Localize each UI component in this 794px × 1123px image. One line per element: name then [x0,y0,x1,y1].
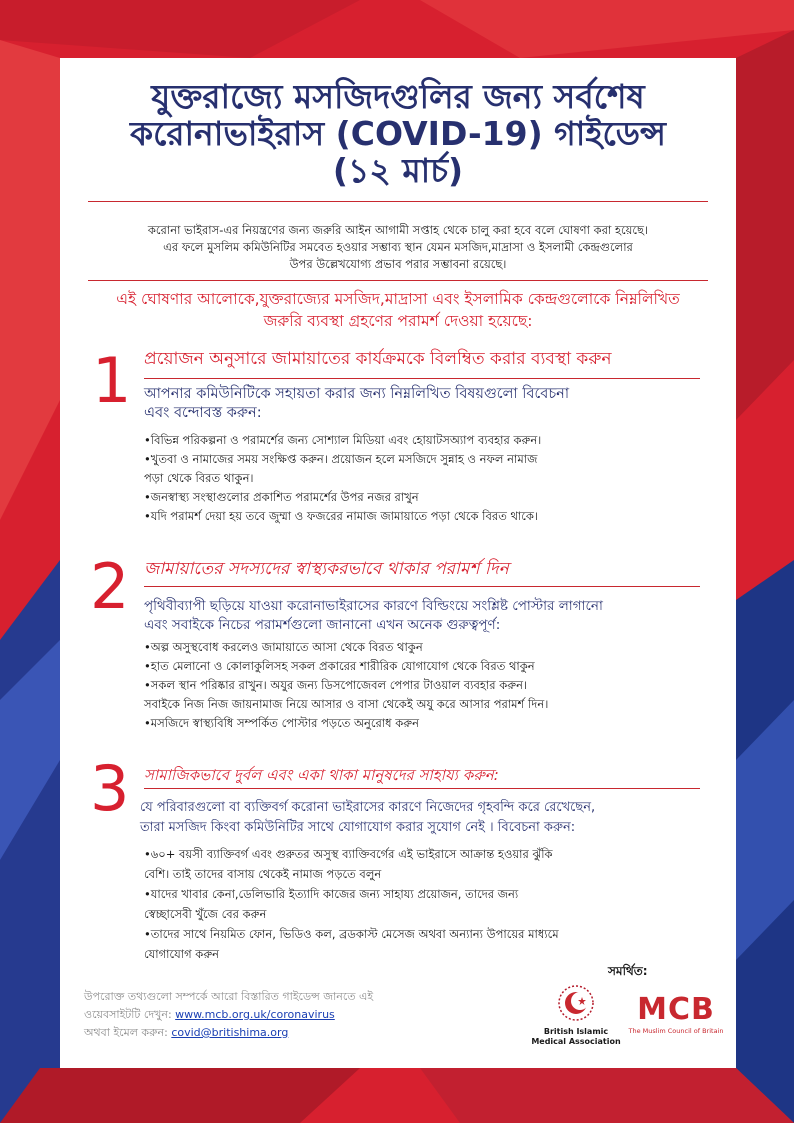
list-item: •তাদের সাথে নিয়মিত ফোন, ভিডিও কল, ব্রডকাস্ট মেসেজ অথবা অন্যান্য উপায়ের মাধ্যমে [144,927,559,941]
list-item: •অল্প অসুস্থবোধ করলেও জামায়াতে আসা থেকে বিরত থাকুন [144,640,423,654]
intro-line-3: উপর উল্লেখযোগ্য প্রভাব পরার সম্ভাবনা রয়েছে। [289,257,507,271]
section-1-number: 1 [92,344,132,417]
section-1-subtitle-line-2: এবং বন্দোবস্ত করুন: [144,405,262,421]
list-item: •যাদের খাবার কেনা,ডেলিভারি ইত্যাদি কাজের জন্য সাহায্য প্রয়োজন, তাদের জন্য [144,887,519,901]
section-3-subtitle-line-2: তারা মসজিদ কিংবা কমিউনিটির সাথে যোগাযোগ করার সুযোগ নেই । বিবেচনা করুন: [140,820,576,835]
section-2-subtitle-line-1: পৃথিবীব্যাপী ছড়িয়ে যাওয়া করোনাভাইরাসের কারণে বিল্ডিংয়ে সংশ্লিষ্ট পোস্টার লাগানো [144,598,603,614]
section-2-number: 2 [90,550,130,623]
section-1-divider [144,378,700,379]
section-3-divider [144,788,700,789]
content-panel [60,58,736,1068]
footer-line-1: উপরোক্ত তথ্যগুলো সম্পর্কে আরো বিস্তারিত গাইডেন্স জানতে এই [84,990,374,1003]
list-item: •হাত মেলানো ও কোলাকুলিসহ সকল প্রকারের শারীরিক যোগাযোগ থেকে বিরত থাকুন [144,659,535,673]
list-item: বেশি। তাই তাদের বাসায় থেকেই নামাজ পড়তে বলুন [144,867,382,881]
website-link[interactable]: www.mcb.org.uk/coronavirus [175,1008,335,1021]
list-item: সবাইকে নিজ নিজ জায়নামাজ নিয়ে আসার ও বাসা থেকেই অযু করে আসার পরামর্শ দিন। [144,697,549,711]
list-item: •মসজিদে স্বাস্থ্যবিধি সম্পর্কিত পোস্টার পড়তে অনুরোধ করুন [144,716,419,730]
list-item: •সকল স্থান পরিষ্কার রাখুন। অযুর জন্য ডিসপোজেবল পেপার টাওয়াল ব্যবহার করুন। [144,678,528,692]
intro-line-2: এর ফলে মুসলিম কমিউনিটির সমবেত হওয়ার সম্ভাব্য স্থান যেমন মসজিদ,মাদ্রাসা ও ইসলামী কেন্দ্রগুলোর [163,240,633,254]
footer-line-3 [84,1024,373,1042]
mcb-name: The Muslim Council of Britain [628,1027,724,1035]
section-1-title: প্রয়োজন অনুসারে জামায়াতের কার্যক্রমকে বিলম্বিত করার ব্যবস্থা করুন [144,349,612,369]
section-1-bullets [144,431,541,526]
section-2-subtitle-line-2: এবং সবাইকে নিচের পরামর্শগুলো জানানো এখন অনেক গুরুত্বপূর্ণ: [144,617,501,633]
mcb-logo-text: MCB [637,992,715,1027]
section-3-subtitle-line-1: যে পরিবারগুলো বা ব্যক্তিবর্গ করোনা ভাইরাসের কারণে নিজেদের গৃহবন্দি করে রেখেছেন, [140,800,596,815]
intro-divider [88,280,708,281]
footer-info [84,988,373,1042]
section-3-title: সামাজিকভাবে দুর্বল এবং একা থাকা মানুষদের সাহায্য করুন: [144,766,499,784]
list-item: স্বেচ্ছাসেবী খুঁজে বের করুন [144,907,267,921]
section-2-divider [144,586,700,587]
footer-website-prefix: ওয়েবসাইটটি দেখুন: [84,1008,172,1021]
title-divider [88,201,708,202]
title-line-2: করোনাভাইরাস (COVID-19) গাইডেন্স [129,114,667,153]
section-2-bullets [144,638,548,733]
section-3-number: 3 [90,752,130,825]
title-line-3: (১২ মার্চ) [332,151,464,190]
section-3-bullets [144,844,559,964]
list-item: পড়া থেকে বিরত থাকুন। [144,471,254,485]
email-link[interactable]: covid@britishima.org [171,1026,289,1039]
list-item: যোগাযোগ করুন [144,947,220,961]
bima-name-line-2: Medical Association [531,1037,621,1046]
advice-line-1: এই ঘোষণার আলোকে,যুক্তরাজ্যের মসজিদ,মাদ্রাসা এবং ইসলামিক কেন্দ্রগুলোকে নিম্নলিখিত [116,290,680,308]
list-item: •যদি পরামর্শ দেয়া হয় তবে জুম্মা ও ফজরের নামাজ জামায়াতে পড়া থেকে বিরত থাকে। [144,509,539,523]
title-line-1: যুক্তরাজ্যে মসজিদগুলির জন্য সর্বশেষ [151,77,645,116]
bima-logo [530,983,622,1047]
list-item: •৬০+ বয়সী ব্যাক্তিবর্গ এবং গুরুতর অসুস্থ ব্যাক্তিবর্গের এই ভাইরাসে আক্রান্ত হওয়ার ঝুঁকি [144,847,553,861]
footer-line-2 [84,1006,373,1024]
advice-line-2: জরুরি ব্যবস্থা গ্রহণের পরামর্শ দেওয়া হয়েছে: [263,312,533,330]
section-1-subtitle-line-1: আপনার কমিউনিটিকে সহায়তা করার জন্য নিম্নলিখিত বিষয়গুলো বিবেচনা [144,386,570,402]
footer-email-prefix: অথবা ইমেল করুন: [84,1026,168,1039]
intro-line-1: করোনা ভাইরাস-এর নিয়ন্ত্রণের জন্য জরুরি আইন আগামী সপ্তাহ থেকে চালু করা হবে বলে ঘোষণা করা হয়েছে। [147,223,649,237]
bima-name-line-1: British Islamic [543,1027,609,1036]
supported-by-label: সমর্থিত: [608,964,648,978]
list-item: •জনস্বাস্থ্য সংস্থাগুলোর প্রকাশিত পরামর্শের উপর নজর রাখুন [144,490,419,504]
list-item: •খুতবা ও নামাজের সময় সংক্ষিপ্ত করুন। প্রয়োজন হলে মসজিদে সুন্নাহ ও নফল নামাজ [144,452,538,466]
mcb-logo [620,993,732,1035]
section-2-title: জামায়াতের সদস্যদের স্বাস্থ্যকরভাবে থাকার পরামর্শ দিন [144,559,509,579]
list-item: •বিভিন্ন পরিকল্পনা ও পরামর্শের জন্য সোশ্যাল মিডিয়া এবং হোয়াটসঅ্যাপ ব্যবহার করুন। [144,433,542,447]
crescent-star-icon [552,983,600,1023]
